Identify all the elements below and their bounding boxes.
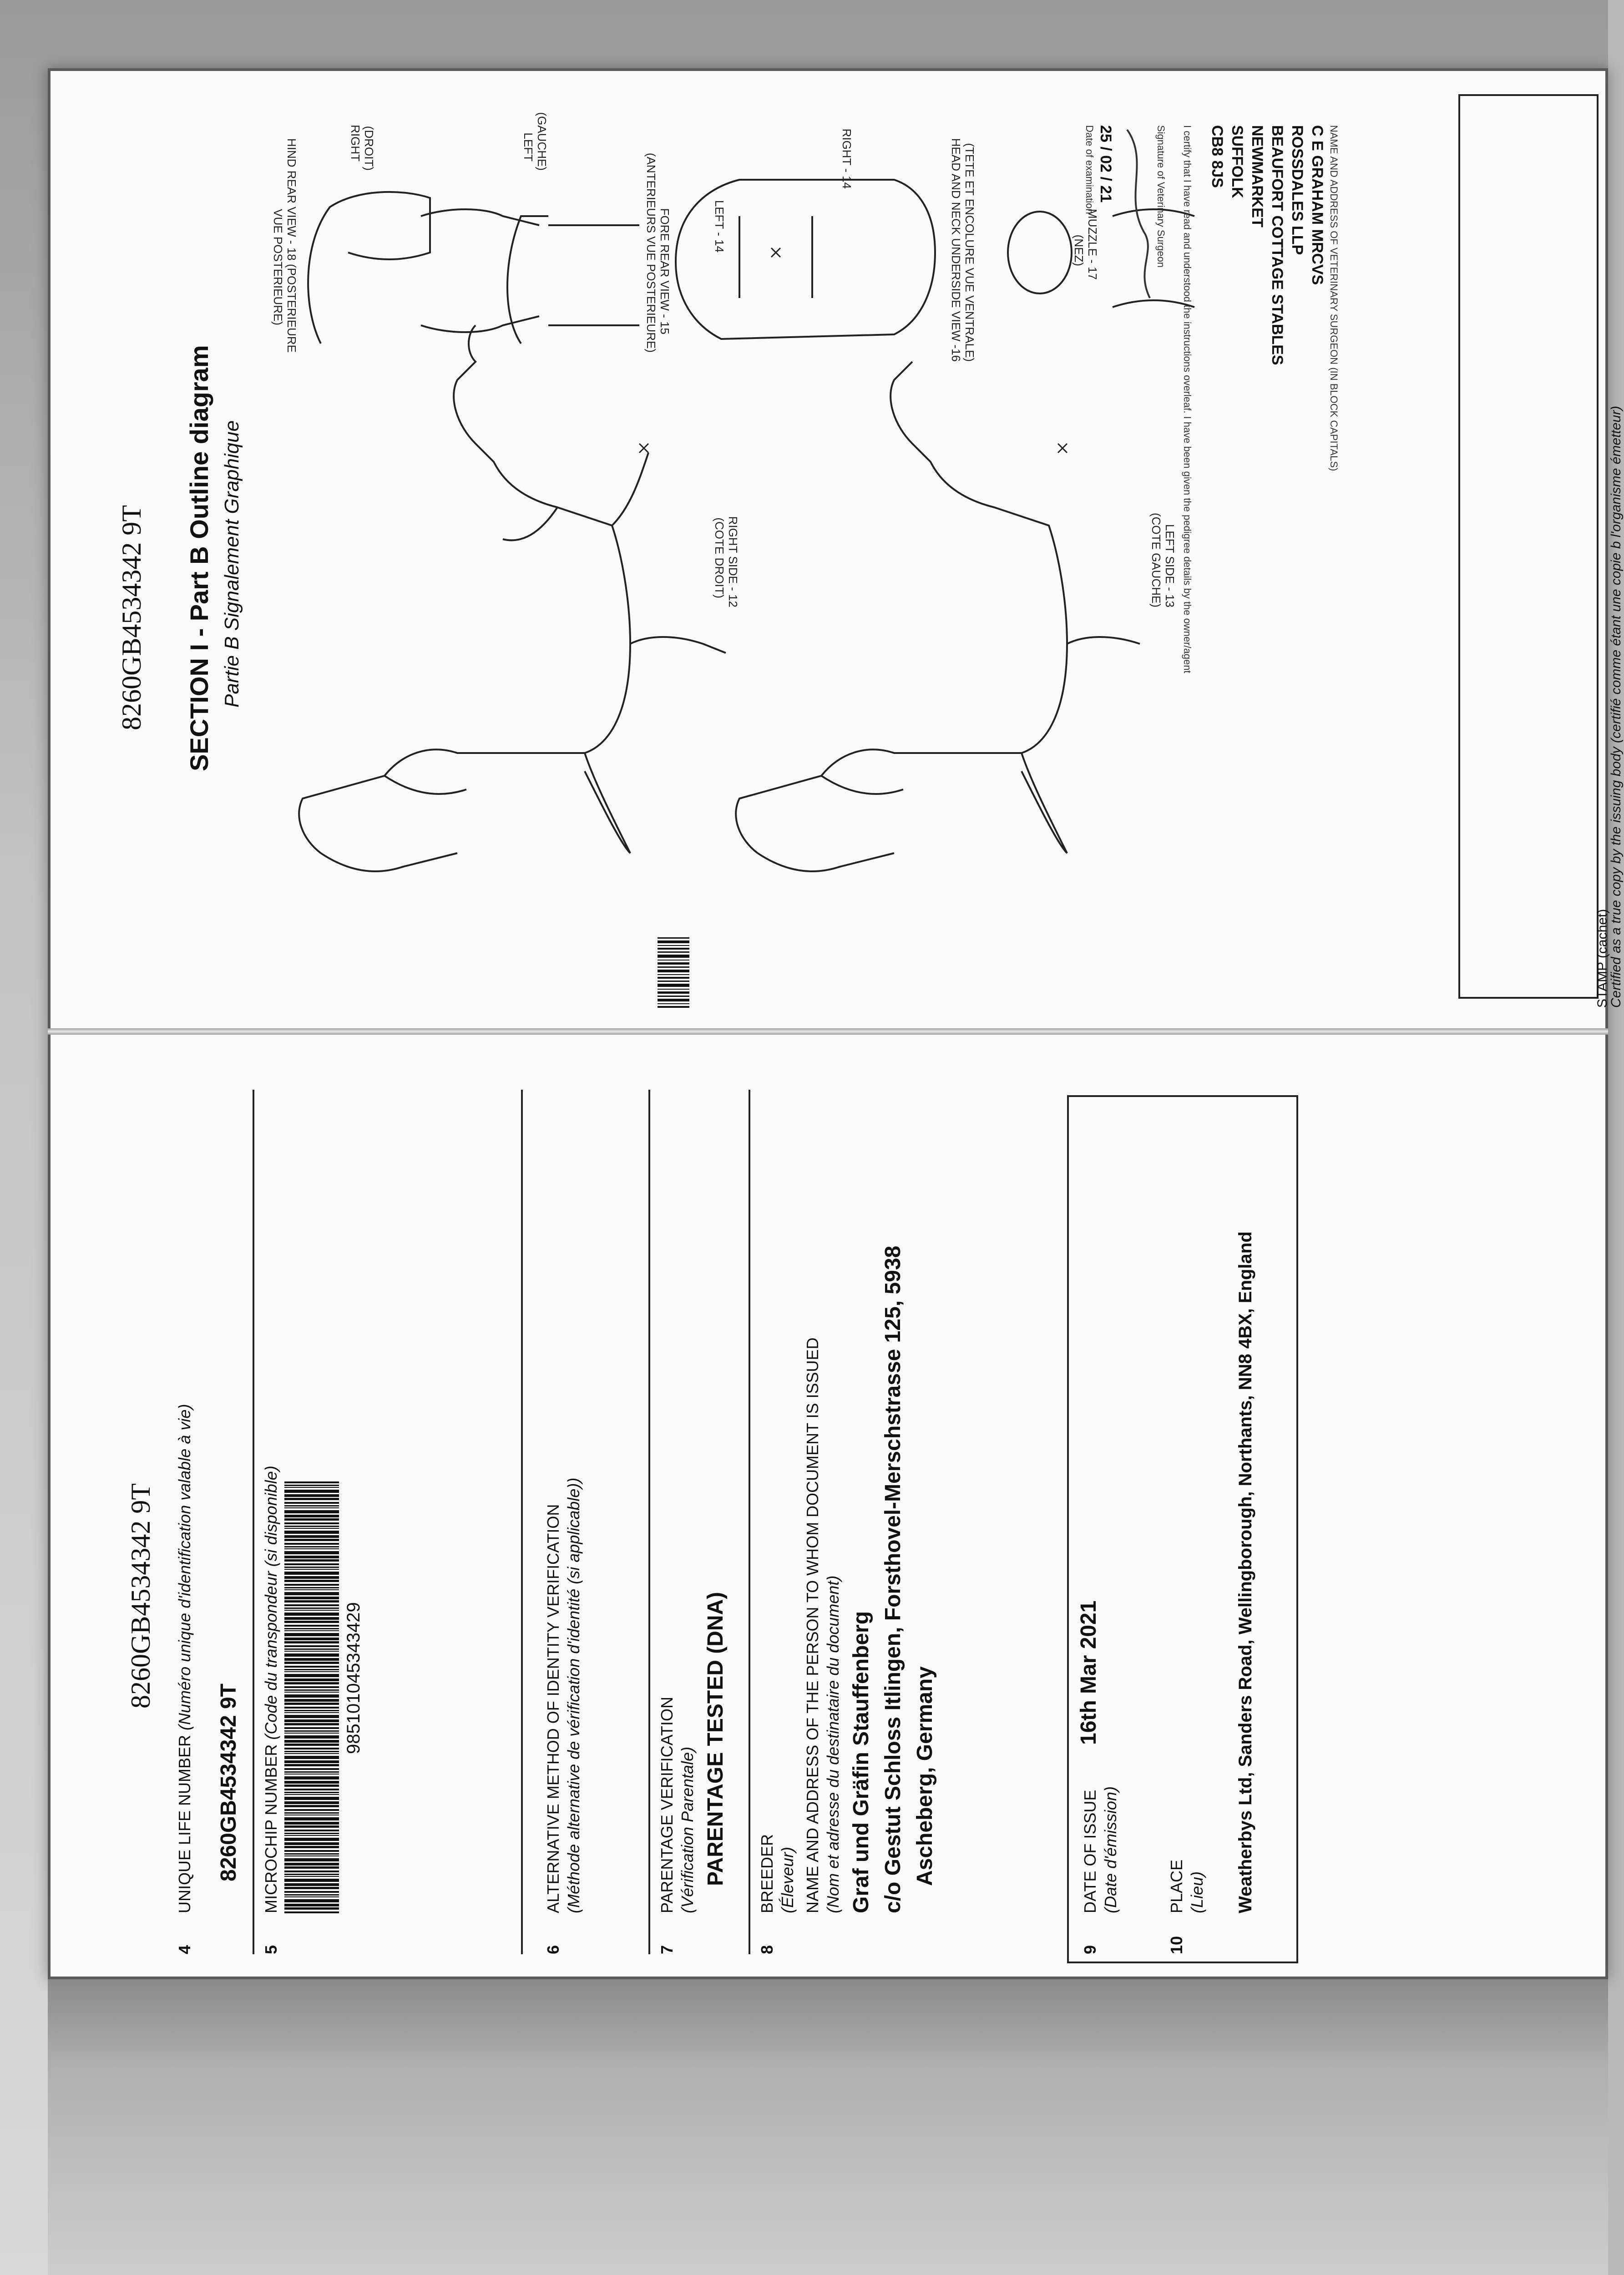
barcode-bar xyxy=(284,1526,339,1527)
field-4-label-en: UNIQUE LIFE NUMBER xyxy=(175,1734,194,1913)
left-fr-label: (GAUCHE) xyxy=(535,112,549,171)
barcode-bar xyxy=(284,1651,339,1652)
fore-rear-fr-label: (ANTERIEURS VUE POSTERIEURE) xyxy=(644,152,658,353)
field-7-label: PARENTAGE VERIFICATION xyxy=(658,1696,676,1913)
unique-life-number-header-lower: 8260GB4534342 9T xyxy=(126,1483,156,1709)
barcode-bar xyxy=(284,1740,339,1743)
rule-after-field-4 xyxy=(253,1090,254,1954)
barcode-bar xyxy=(284,1694,339,1698)
right-14-label: RIGHT - 14 xyxy=(840,128,854,189)
barcode-bar xyxy=(284,1485,339,1486)
barcode-bar xyxy=(284,1567,339,1568)
barcode-bar xyxy=(284,1896,339,1897)
barcode-bar xyxy=(284,1710,339,1711)
left-label: LEFT xyxy=(521,132,535,162)
hind-rear-label: HIND REAR VIEW - 18 (POSTERIEURE xyxy=(285,138,298,353)
barcode-bar xyxy=(284,1858,339,1861)
barcode-bar xyxy=(284,1666,339,1668)
barcode-bar xyxy=(284,1584,339,1586)
barcode-bar xyxy=(284,1617,339,1620)
barcode-bar xyxy=(284,1730,339,1732)
muzzle-label: MUZZLE - 17 xyxy=(1086,208,1099,280)
vet-heading: NAME AND ADDRESS OF VETERINARY SURGEON (IN BLOCK CAPITALS) xyxy=(1328,125,1340,471)
right-label: RIGHT xyxy=(349,125,362,162)
rule-after-field-7 xyxy=(749,1090,750,1954)
barcode-bar xyxy=(284,1855,339,1856)
barcode-bar xyxy=(284,1487,339,1488)
barcode-bar xyxy=(284,1638,339,1640)
barcode-bar xyxy=(284,1911,339,1913)
field-4-label-fr: (Numéro unique d'identification valable à vie) xyxy=(175,1404,194,1730)
barcode-bar xyxy=(284,1510,339,1513)
fore-rear-label: FORE REAR VIEW - 15 xyxy=(658,208,672,334)
field-8-label: BREEDER xyxy=(758,1834,776,1913)
barcode-bar xyxy=(284,1904,339,1906)
barcode-bar xyxy=(284,1671,339,1672)
owner-address-line-1: c/o Gestut Schloss Itlingen, Forsthovel-Merschstrasse 125, 5938 xyxy=(881,1245,905,1913)
barcode-bar xyxy=(284,1689,339,1691)
barcode-bar xyxy=(284,1899,339,1902)
barcode-bar xyxy=(284,1744,339,1746)
stamp-area xyxy=(1449,71,1624,1026)
field-6-label-fr: (Méthode alternative de vérification d'identité (si applicable)) xyxy=(564,1477,583,1913)
left-side-label: LEFT SIDE - 13 xyxy=(1163,524,1177,607)
barcode-bar xyxy=(284,1781,339,1784)
barcode-bar xyxy=(284,1597,339,1599)
barcode-bar xyxy=(284,1748,339,1749)
vet-signature-label: Signature of Veterinary Surgeon xyxy=(1155,125,1167,268)
scan-shadow xyxy=(48,1979,1608,2275)
barcode-bar xyxy=(284,1883,339,1886)
barcode-bar xyxy=(284,1563,339,1565)
barcode-bar xyxy=(284,1498,339,1500)
barcode-bar xyxy=(284,1518,339,1521)
field-10-label: PLACE xyxy=(1167,1859,1186,1913)
barcode-bar xyxy=(284,1809,339,1811)
barcode-bar xyxy=(284,1727,339,1729)
barcode-bar xyxy=(284,1505,339,1507)
barcode-bar xyxy=(284,1846,339,1848)
field-6-label: ALTERNATIVE METHOD OF IDENTITY VERIFICATION xyxy=(544,1504,562,1913)
barcode-bar xyxy=(284,1771,339,1773)
barcode-bar xyxy=(284,1863,339,1866)
barcode-bar xyxy=(284,1723,339,1725)
vet-line-4: SUFFOLK xyxy=(1229,125,1246,198)
certified-copy-text: Certified as a true copy by the issuing body (certifié comme étant une copie b l'organisme émetteur) xyxy=(1609,405,1624,1008)
barcode-bar xyxy=(284,1842,339,1845)
barcode-bar xyxy=(284,1751,339,1752)
barcode-bar xyxy=(284,1559,339,1562)
barcode-bar xyxy=(284,1648,339,1650)
tail-right xyxy=(585,753,630,853)
barcode-bar xyxy=(284,1641,339,1643)
barcode-bar xyxy=(284,1776,339,1780)
barcode-bar xyxy=(284,1712,339,1713)
barcode-bar xyxy=(284,1589,339,1590)
field-9-label: DATE OF ISSUE xyxy=(1081,1790,1099,1913)
left-14-label: LEFT - 14 xyxy=(713,200,726,253)
barcode-bar xyxy=(284,1522,339,1524)
hind-rear-fr-label: VUE POSTERIEURE) xyxy=(271,209,285,325)
field-8-label-fr: (Éleveur) xyxy=(778,1846,797,1913)
head-neck-fr-label: (TETE ET ENCOLURE VUE VENTRALE) xyxy=(963,143,976,362)
barcode-bar xyxy=(284,1580,339,1582)
barcode-bar xyxy=(284,1794,339,1795)
barcode-bar xyxy=(284,1825,339,1828)
unique-life-number-value: 8260GB4534342 9T xyxy=(217,1684,241,1881)
barcode-bar xyxy=(284,1707,339,1709)
section-title: SECTION I - Part B Outline diagram xyxy=(185,345,213,771)
barcode-bar xyxy=(284,1669,339,1670)
barcode-bar xyxy=(284,1879,339,1882)
barcode-bar xyxy=(284,1812,339,1814)
barcode-bar xyxy=(284,1608,339,1609)
unique-life-number-header: 8260GB4534342 9T xyxy=(116,505,147,730)
section-subtitle: Partie B Signalement Graphique xyxy=(221,420,243,708)
section-i-part-b-page xyxy=(48,68,1624,1026)
barcode-bar xyxy=(284,1613,339,1616)
barcode-bar xyxy=(284,1876,339,1877)
exam-date: 25 / 02 / 21 xyxy=(1097,125,1114,203)
right-side-outline xyxy=(299,325,726,871)
vet-line-1: ROSSDALES LLP xyxy=(1289,125,1306,255)
barcode-bar xyxy=(284,1572,339,1575)
barcode-bar xyxy=(284,1822,339,1825)
barcode-bar xyxy=(284,1699,339,1702)
field-4-number: 4 xyxy=(175,1945,194,1954)
head-neck-label: HEAD AND NECK UNDERSIDE VIEW -16 xyxy=(949,138,963,362)
exam-date-label: Date of examination xyxy=(1084,125,1095,214)
barcode-bar xyxy=(284,1817,339,1820)
field-8-label-2: NAME AND ADDRESS OF THE PERSON TO WHOM DOCUMENT IS ISSUED xyxy=(803,1337,822,1913)
barcode-bar xyxy=(284,1653,339,1657)
barcode-bar xyxy=(284,1546,339,1547)
barcode-bar xyxy=(284,1569,339,1570)
barcode-bar xyxy=(284,1833,339,1834)
barcode-bar xyxy=(284,1703,339,1705)
barcode-bar xyxy=(284,1894,339,1896)
fore-rear-outline xyxy=(507,216,639,344)
barcode-bar xyxy=(284,1539,339,1541)
barcode-bar xyxy=(284,1768,339,1770)
barcode-bar xyxy=(284,1792,339,1793)
barcode-bar xyxy=(284,1760,339,1763)
field-8-number: 8 xyxy=(758,1945,776,1954)
barcode-bar xyxy=(284,1528,339,1529)
muzzle-fr-label: (NEZ) xyxy=(1072,234,1086,266)
barcode-bar xyxy=(284,1764,339,1766)
owner-address-line-2: Ascheberg, Germany xyxy=(913,1666,937,1886)
barcode-bar xyxy=(284,1587,339,1588)
barcode-bar xyxy=(284,1630,339,1631)
barcode-bar xyxy=(284,1551,339,1554)
owner-name: Graf und Gräfin Stauffenberg xyxy=(849,1611,873,1913)
barcode-bar xyxy=(284,1682,339,1684)
barcode-bar xyxy=(284,1850,339,1852)
barcode-bar xyxy=(284,1686,339,1688)
parentage-value: PARENTAGE TESTED (DNA) xyxy=(703,1592,728,1886)
stamp-title: STAMP (cachet) xyxy=(1595,909,1610,1008)
barcode-bar xyxy=(284,1853,339,1855)
rule-after-field-6 xyxy=(648,1090,650,1954)
barcode-bar xyxy=(284,1735,339,1739)
right-side-label: RIGHT SIDE - 12 xyxy=(726,516,740,607)
hind-rear-outline xyxy=(308,192,539,344)
barcode-bar xyxy=(284,1874,339,1875)
field-7-number: 7 xyxy=(658,1945,676,1954)
right-fr-label: (DROIT) xyxy=(362,126,376,171)
barcode-bar xyxy=(284,1866,339,1869)
barcode-bar xyxy=(284,1715,339,1718)
barcode-bar xyxy=(284,1633,339,1636)
barcode-bar xyxy=(284,1678,339,1681)
passport-details-page xyxy=(48,1028,1608,1982)
vet-certification xyxy=(1049,125,1340,981)
rule-after-field-5 xyxy=(521,1090,523,1954)
barcode-bar xyxy=(284,1543,339,1545)
barcode-bar xyxy=(284,1502,339,1504)
barcode-bar xyxy=(284,1674,339,1677)
barcode-bar xyxy=(284,1733,339,1734)
barcode-bar xyxy=(284,1835,339,1836)
barcode-bar xyxy=(284,1604,339,1606)
barcode-bar xyxy=(284,1907,339,1910)
field-5-label xyxy=(262,1466,281,1913)
date-of-issue: 16th Mar 2021 xyxy=(1077,1600,1101,1745)
barcode-bar xyxy=(284,1610,339,1611)
microchip-number: 985101045343429 xyxy=(344,1602,364,1754)
diagram-barcode xyxy=(658,871,689,1008)
field-4-label xyxy=(175,1404,194,1913)
barcode-bar xyxy=(284,1838,339,1841)
barcode-bar xyxy=(284,1548,339,1549)
vet-cert-text: I certify that I have read and understood the instructions overleaf. I have been given the pedigree details by the owner/agent xyxy=(1182,125,1193,673)
place-of-issue: Weatherbys Ltd, Sanders Road, Wellingborough, Northants, NN8 4BX, England xyxy=(1235,1231,1255,1913)
barcode-bar xyxy=(284,1662,339,1664)
left-side-fr-label: (COTE GAUCHE) xyxy=(1149,513,1163,607)
barcode-bar xyxy=(284,1692,339,1693)
vet-line-5: CB8 8JS xyxy=(1209,125,1226,188)
barcode-bar xyxy=(284,1753,339,1754)
barcode-bar xyxy=(284,1481,339,1483)
barcode-bar xyxy=(284,1628,339,1629)
field-9-label-fr: (Date d'émission) xyxy=(1101,1786,1120,1913)
barcode-bar xyxy=(284,1535,339,1538)
vet-signature xyxy=(1118,125,1154,307)
barcode-bar xyxy=(284,1645,339,1647)
barcode-bar xyxy=(284,1887,339,1889)
field-8-label-2-fr: (Nom et adresse du destinataire du document) xyxy=(824,1575,842,1913)
barcode-bar xyxy=(284,1801,339,1804)
barcode-bar xyxy=(284,1830,339,1831)
field-10-label-fr: (Lieu) xyxy=(1188,1871,1206,1913)
barcode-bar xyxy=(284,1871,339,1872)
barcode-bar xyxy=(284,1490,339,1493)
right-side-fr-label: (COTE DROIT) xyxy=(713,517,726,598)
barcode-bar xyxy=(284,1797,339,1800)
barcode-bar xyxy=(284,1576,339,1579)
barcode-bar xyxy=(284,1719,339,1722)
barcode-bar xyxy=(284,1805,339,1807)
barcode-bar xyxy=(284,1507,339,1508)
barcode-bar xyxy=(284,1621,339,1623)
field-7-label-fr: (Vérification Parentale) xyxy=(678,1746,697,1913)
barcode-bar xyxy=(284,1600,339,1603)
barcode-bar xyxy=(284,1658,339,1661)
barcode-bar xyxy=(284,1891,339,1893)
vet-line-2: BEAUFORT COTTAGE STABLES xyxy=(1269,125,1286,365)
field-10-number: 10 xyxy=(1167,1936,1186,1954)
barcode-bar xyxy=(284,1531,339,1534)
field-5-label-en: MICROCHIP NUMBER xyxy=(262,1744,280,1913)
vet-line-3: NEWMARKET xyxy=(1249,125,1266,228)
microchip-barcode xyxy=(284,1476,339,1913)
barcode-bar xyxy=(284,1756,339,1759)
barcode-bar xyxy=(284,1625,339,1627)
barcode-bar xyxy=(284,1515,339,1517)
field-5-number: 5 xyxy=(262,1945,280,1954)
barcode-bar xyxy=(284,1785,339,1787)
barcode-bar xyxy=(284,1494,339,1497)
field-9-number: 9 xyxy=(1081,1945,1099,1954)
barcode-bar xyxy=(284,1789,339,1790)
barcode-bar xyxy=(284,1556,339,1558)
field-5-label-fr: (Code du transpondeur (si disponible) xyxy=(262,1466,280,1740)
barcode-bar xyxy=(284,1592,339,1595)
field-6-number: 6 xyxy=(544,1945,562,1954)
vet-name: C E GRAHAM MRCVS xyxy=(1309,125,1326,285)
